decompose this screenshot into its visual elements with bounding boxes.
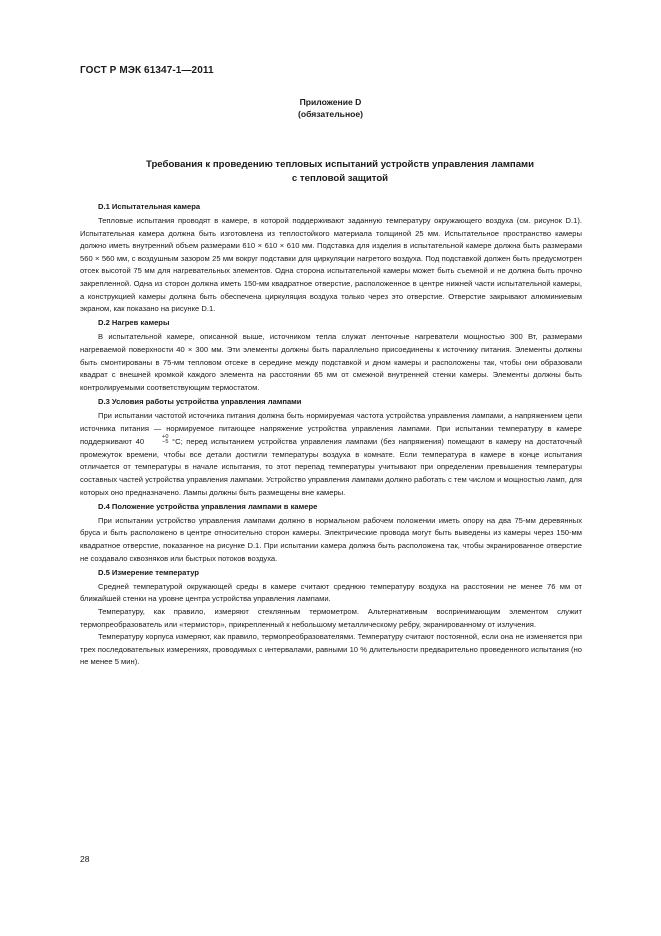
section-heading-d4: D.4 Положение устройства управления лампами в камере bbox=[98, 501, 318, 511]
section-heading-d2: D.2 Нагрев камеры bbox=[98, 318, 170, 328]
section-d2-paragraph: В испытательной камере, описанной выше, источником тепла служат ленточные нагреватели мощностью 300 Вт, размерами нагреваемой поверхности 40 × 300 мм. Эти элементы должны быть параллельно присоединены к источнику питания. Элементы должны быть смонтированы в 75-мм тепловом отсеке в середине между подставкой и дном камеры и расположены так, чтобы они образовали квадрат с внешней кромкой каждого элемента на расстоянии 65 мм от смежной внутренней стенки камеры. Элементы должны быть контролируемыми соответствующим термостатом. bbox=[80, 332, 582, 392]
section-d5-paragraph-1: Средней температурой окружающей среды в камере считают среднюю температуру воздуха на расстоянии не менее 76 мм от ближайшей стенки на уровне центра устройства управления лампами. bbox=[80, 581, 582, 604]
section-heading-d1: D.1 Испытательная камера bbox=[98, 202, 201, 211]
annex-label: Приложение D bbox=[299, 97, 362, 107]
section-d1-paragraph: Тепловые испытания проводят в камере, в которой поддерживают заданную температуру окружающего воздуха (см. рисунок D.1). Испытательная камера должна быть изготовлена из теплостойкого материала толщиной 25 мм. Испытательное пространство камеры должно иметь внутренний объем размерами 610 × 610 × 610 мм. Подставка для изделия в испытательной камере должна быть размерами 560 × 560 мм, с воздушным зазором 25 мм вокруг подставки для циркуляции нагретого воздуха. Под подставкой должен быть предусмотрен отсек высотой 75 мм для нагревательных элементов. Одна сторона испытательной камеры может быть съемной и не должна быть прочно закрепленной. Одна из сторон должна иметь 150-мм квадратное отверстие, расположенное в центре нижней части испытательной камеры, а конструкцией камеры должна быть обеспечена циркуляция воздуха только через это отверстие. Отверстие закрывают алюминиевым экраном, как показано на рисунке D.1. bbox=[80, 216, 582, 314]
page-number: 28 bbox=[80, 854, 90, 864]
section-d5-paragraph-2: Температуру, как правило, измеряют стеклянным термометром. Альтернативным воспринимающим элементом служит термопреобразователь или «термистор», прикрепленный к небольшому металлическому ребру, экранированному от излучения. bbox=[80, 606, 582, 629]
standard-designation: ГОСТ Р МЭК 61347-1—2011 bbox=[80, 65, 214, 76]
section-d4-paragraph: При испытании устройство управления лампами должно в нормальном рабочем положении иметь опору на два 75-мм деревянных бруса и быть расположено в центре относительно сторон камеры. Электрические провода могут быть выведены из камеры через 150-мм квадратное отверстие, показанное на рисунке D.1. При испытании камера должна быть расположена так, чтобы экранированное отверстие не создавало сквозняков или быстрых потоков воздуха. bbox=[80, 515, 582, 563]
temperature-tolerance bbox=[144, 435, 168, 445]
tolerance-lower: −5 bbox=[162, 439, 169, 446]
annex-title bbox=[100, 158, 580, 186]
section-heading-d3: D.3 Условия работы устройства управления лампами bbox=[98, 396, 302, 406]
annex-status: (обязательное) bbox=[297, 109, 364, 119]
section-heading-d5: D.5 Измерение температур bbox=[98, 567, 200, 577]
tolerance-upper: +0 bbox=[162, 434, 169, 441]
section-d3-text-before: При испытании частотой источника питания должна быть нормируемая частота устройства управления лампами, а напряжением цепи источника питания — нормируемое питающее напряжение устройства управления лампами. При испытании температуру в камере поддерживают 40 bbox=[80, 411, 582, 447]
annex-title-line-2: с тепловой защитой bbox=[291, 173, 389, 184]
section-d3-paragraph bbox=[80, 410, 582, 499]
section-d5-paragraph-3: Температуру корпуса измеряют, как правило, термопреобразователями. Температуру считают постоянной, если она не изменяется при трех последовательных измерениях, проводимых с интервалами, равными 10 % длительности предварительно проведенного испытания (но не менее 5 мин). bbox=[80, 632, 582, 667]
annex-body bbox=[80, 201, 582, 669]
section-d3-text-after: °С; перед испытанием устройства управления лампами (без напряжения) помещают в камеру на достаточный промежуток времени, чтобы все детали достигли температуры воздуха в комнате. Если температура в камере в конце испытания отличается от температуры в начале испытания, то этот перепад температуры учитывают при определении превышения температуры составных частей устройства управления лампами. Устройство управления лампами должно работать с тем числом и мощностью ламп, для которых оно предназначено. Лампы должны быть размещены вне камеры. bbox=[80, 437, 582, 497]
annex-title-line-1: Требования к проведению тепловых испытаний устройств управления лампами bbox=[145, 159, 535, 170]
